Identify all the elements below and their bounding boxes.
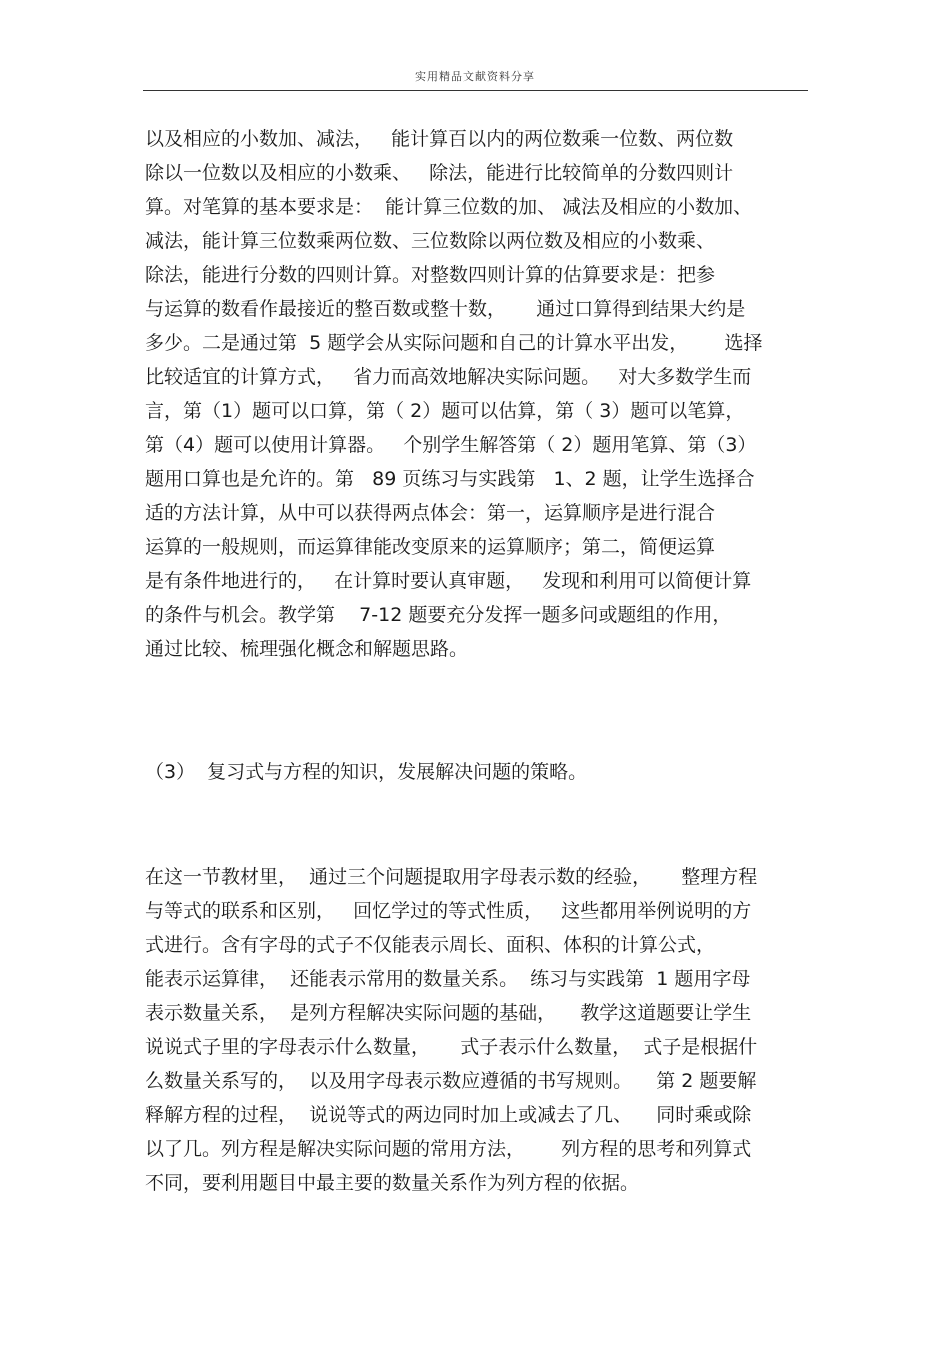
paragraph-line: 与等式的联系和区别， 回忆学过的等式性质， 这些都用举例说明的方 bbox=[145, 900, 752, 922]
paragraph-line: 与运算的数看作最接近的整百数或整十数， 通过口算得到结果大约是 bbox=[145, 298, 746, 320]
paragraph-line: 以了几。列方程是解决实际问题的常用方法， 列方程的思考和列算式 bbox=[145, 1138, 752, 1160]
paragraph-line: 能表示运算律， 还能表示常用的数量关系。 练习与实践第 1 题用字母 bbox=[145, 968, 751, 990]
paragraph-line: 除法，能进行分数的四则计算。对整数四则计算的估算要求是：把参 bbox=[145, 264, 716, 286]
paragraph-line: 说说式子里的字母表示什么数量， 式子表示什么数量， 式子是根据什 bbox=[145, 1036, 758, 1058]
paragraph-1 bbox=[145, 122, 825, 666]
paragraph-line: 算。对笔算的基本要求是： 能计算三位数的加、 减法及相应的小数加、 bbox=[145, 196, 753, 218]
paragraph-line: 题用口算也是允许的。第 89 页练习与实践第 1、2 题，让学生选择合 bbox=[145, 468, 755, 490]
paragraph-line: 在这一节教材里， 通过三个问题提取用字母表示数的经验， 整理方程 bbox=[145, 866, 758, 888]
paragraph-line: 第（4）题可以使用计算器。 个别学生解答第（ 2）题用笔算、第（3） bbox=[145, 434, 757, 456]
paragraph-line: 运算的一般规则，而运算律能改变原来的运算顺序；第二，简便运算 bbox=[145, 536, 716, 558]
paragraph-line: 不同，要利用题目中最主要的数量关系作为列方程的依据。 bbox=[145, 1172, 640, 1194]
paragraph-line: 减法，能计算三位数乘两位数、三位数除以两位数及相应的小数乘、 bbox=[145, 230, 716, 252]
paragraph-line: 么数量关系写的， 以及用字母表示数应遵循的书写规则。 第 2 题要解 bbox=[145, 1070, 757, 1092]
paragraph-line: 比较适宜的计算方式， 省力而高效地解决实际问题。 对大多数学生而 bbox=[145, 366, 752, 388]
paragraph-line: 多少。二是通过第 5 题学会从实际问题和自己的计算水平出发， 选择 bbox=[145, 332, 763, 354]
paragraph-line: 以及相应的小数加、减法， 能计算百以内的两位数乘一位数、两位数 bbox=[145, 128, 734, 150]
paragraph-line: 适的方法计算，从中可以获得两点体会：第一，运算顺序是进行混合 bbox=[145, 502, 716, 524]
page-header: 实用精品文献资料分享 bbox=[415, 70, 535, 83]
paragraph-2 bbox=[145, 860, 825, 1200]
paragraph-line: 表示数量关系， 是列方程解决实际问题的基础， 教学这道题要让学生 bbox=[145, 1002, 752, 1024]
section-heading: （3） 复习式与方程的知识，发展解决问题的策略。 bbox=[145, 761, 588, 783]
paragraph-line: 式进行。含有字母的式子不仅能表示周长、面积、体积的计算公式， bbox=[145, 934, 716, 956]
paragraph-line: 释解方程的过程， 说说等式的两边同时加上或减去了几、 同时乘或除 bbox=[145, 1104, 752, 1126]
paragraph-line: 是有条件地进行的， 在计算时要认真审题， 发现和利用可以简便计算 bbox=[145, 570, 752, 592]
paragraph-line: 的条件与机会。教学第 7-12 题要充分发挥一题多问或题组的作用， bbox=[145, 604, 732, 626]
section-heading-block bbox=[145, 755, 825, 789]
paragraph-line: 言，第（1）题可以口算，第（ 2）题可以估算，第（ 3）题可以笔算， bbox=[145, 400, 745, 422]
paragraph-line: 通过比较、梳理强化概念和解题思路。 bbox=[145, 638, 469, 660]
header-divider bbox=[143, 90, 808, 91]
paragraph-line: 除以一位数以及相应的小数乘、 除法，能进行比较简单的分数四则计 bbox=[145, 162, 734, 184]
